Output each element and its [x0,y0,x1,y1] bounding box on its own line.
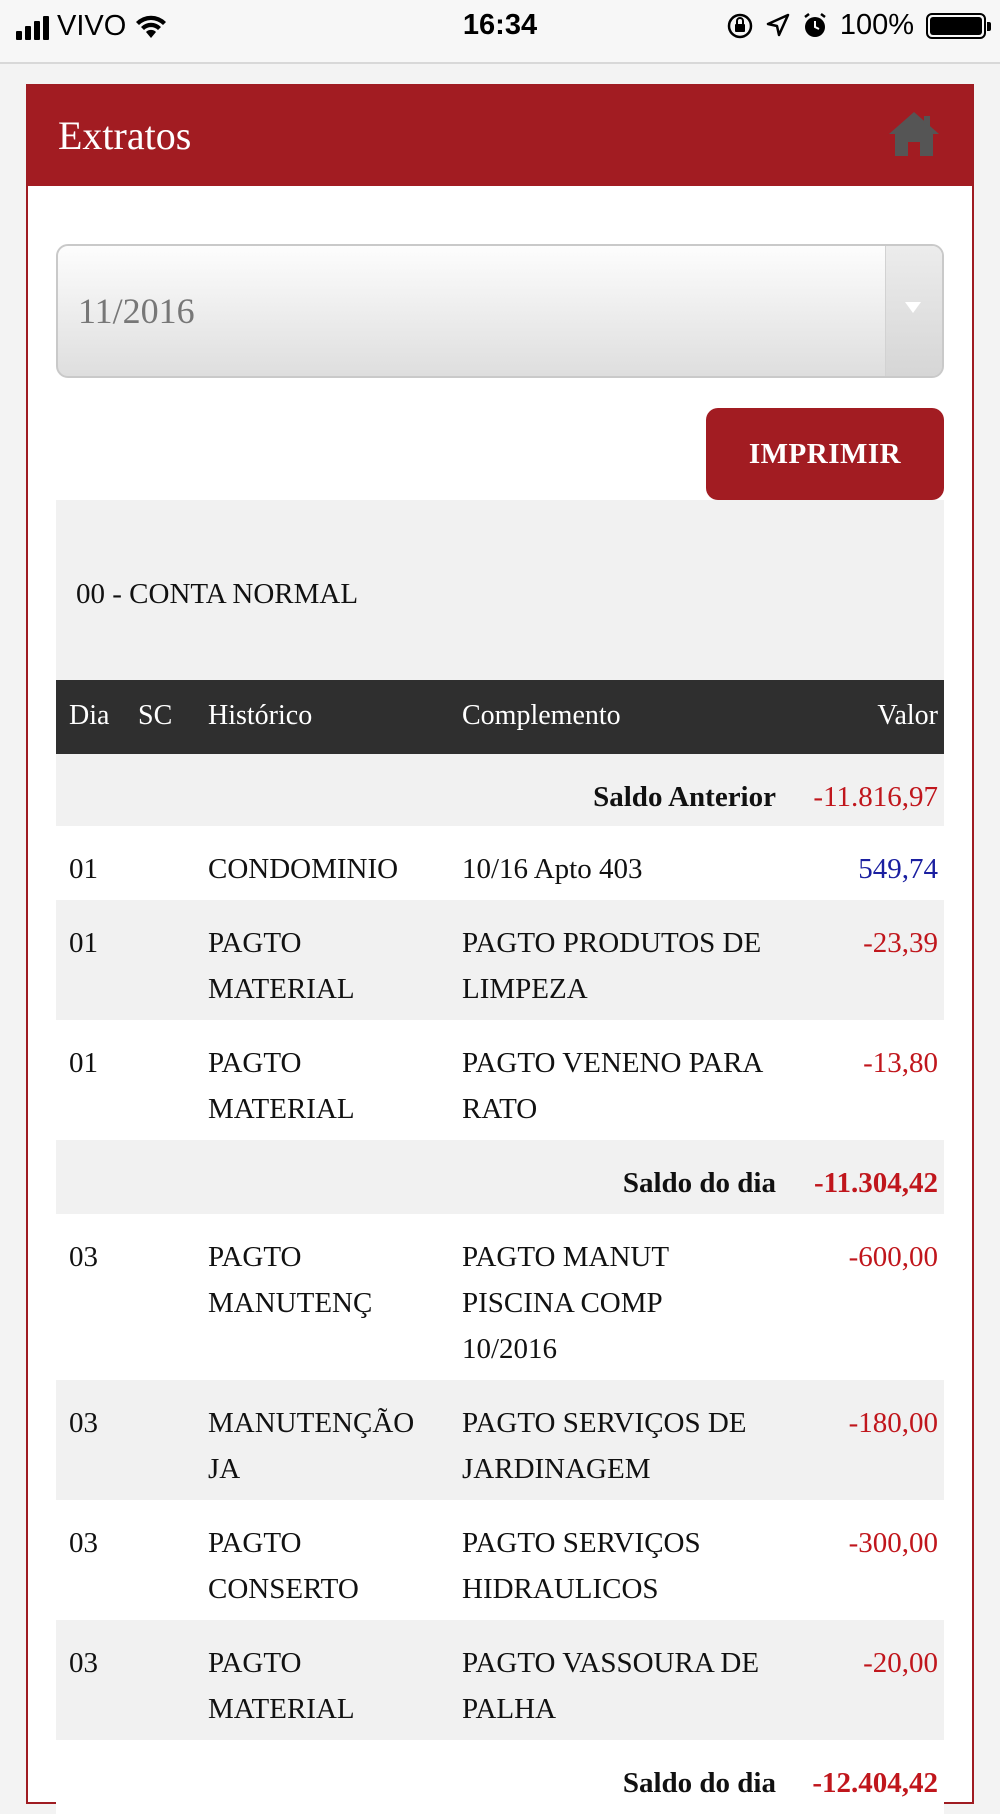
print-button[interactable]: IMPRIMIR [706,408,944,500]
row-historico: PAGTO MATERIAL [208,1647,355,1725]
account-section [56,500,944,680]
row-complemento: PAGTO MANUT PISCINA COMP 10/2016 [462,1241,669,1365]
saldo-dia-row [56,1140,944,1214]
row-dia: 03 [69,1407,98,1439]
extratos-panel [26,84,974,1804]
row-dia: 03 [69,1241,98,1273]
table-row [56,1500,944,1620]
saldo-anterior-row [56,754,944,826]
row-dia: 01 [69,1047,98,1079]
row-historico: PAGTO CONSERTO [208,1527,359,1605]
row-complemento: PAGTO SERVIÇOS DE JARDINAGEM [462,1407,747,1485]
table-row [56,900,944,1020]
row-complemento: 10/16 Apto 403 [462,853,643,885]
row-valor: -13,80 [863,1047,938,1079]
row-valor: -23,39 [863,927,938,959]
table-row [56,826,944,900]
row-dia: 01 [69,927,98,959]
row-complemento: PAGTO VASSOURA DE PALHA [462,1647,760,1725]
location-icon [766,13,790,39]
page-title: Extratos [58,113,192,158]
row-historico: MANUTENÇÃO JA [208,1407,415,1485]
saldo-dia-label: Saldo do dia [622,1767,776,1799]
alarm-icon [802,12,828,40]
home-icon[interactable] [886,108,942,160]
row-complemento: PAGTO VENENO PARA RATO [462,1047,762,1125]
table-row [56,1020,944,1140]
saldo-anterior-value: -11.816,97 [813,781,938,813]
saldo-dia-label: Saldo do dia [622,1167,776,1199]
row-valor: 549,74 [858,853,938,885]
period-select[interactable] [56,244,944,378]
row-dia: 03 [69,1647,98,1679]
col-dia: Dia [69,700,110,731]
row-historico: CONDOMINIO [208,853,399,885]
saldo-dia-value: -12.404,42 [812,1767,938,1799]
row-valor: -600,00 [848,1241,938,1273]
row-dia: 01 [69,853,98,885]
table-row [56,1214,944,1380]
statement-table [56,680,944,1814]
table-header [56,680,944,754]
row-historico: PAGTO MANUTENÇ [208,1241,373,1319]
account-label: 00 - CONTA NORMAL [76,578,359,610]
saldo-dia-row [56,1740,944,1814]
col-complemento: Complemento [462,700,621,731]
row-valor: -300,00 [848,1527,938,1559]
period-select-value: 11/2016 [78,291,195,331]
status-bar [0,0,1000,64]
row-complemento: PAGTO PRODUTOS DE LIMPEZA [462,927,762,1005]
row-dia: 03 [69,1527,98,1559]
panel-header [28,86,972,186]
battery-percent: 100% [839,9,914,41]
status-right [726,9,986,42]
col-valor: Valor [877,700,938,731]
col-sc: SC [138,700,173,731]
rotation-lock-icon [726,12,754,40]
row-historico: PAGTO MATERIAL [208,1047,355,1125]
carrier-name: VIVO [57,10,127,42]
saldo-anterior-label: Saldo Anterior [593,781,776,813]
battery-icon [926,13,986,39]
row-complemento: PAGTO SERVIÇOS HIDRAULICOS [462,1527,701,1605]
row-valor: -20,00 [863,1647,938,1679]
saldo-dia-value: -11.304,42 [813,1167,938,1199]
chevron-down-icon[interactable] [885,246,942,376]
status-time: 16:34 [462,9,538,41]
table-row [56,1380,944,1500]
row-historico: PAGTO MATERIAL [208,927,355,1005]
table-row [56,1620,944,1740]
row-valor: -180,00 [848,1407,938,1439]
col-historico: Histórico [208,700,313,731]
